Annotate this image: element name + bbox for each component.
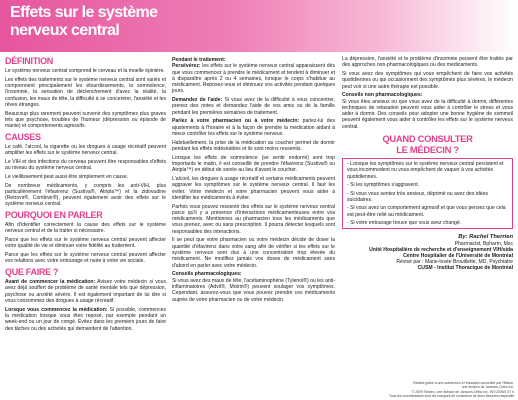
- commencez-lead: Lorsque vous commencez la médication:: [5, 306, 108, 313]
- aide-lead: Demandez de l'aide:: [172, 97, 223, 104]
- footer-line: Tous les commentaires sont les marques de commerce de leurs titulaires respectifs: [389, 393, 514, 398]
- causes-heading: CAUSES: [5, 131, 41, 142]
- reviewer-unit: CUSM - Institut Thoracique de Montréal: [417, 265, 513, 272]
- commencez-text: Si possible, commencez la médication lorsque vous êtes reposé, par exemple pendant un week-end ou un jour de congé. Évitez dans les premiers jours de faire des tâches ou des activités qui demandent de l'attention.: [5, 306, 167, 332]
- footer-line: Réalisé grâce à une subvention à l'éducation accordée par l'Bistoe,: [413, 381, 514, 386]
- consult-tip: - Lorsque les symptômes sur le système nerveux central persistent et vous incommodent ou vous empêchent de vaquer à vos activités quotidiennes.: [347, 161, 504, 180]
- page-title-line2: nerveux central: [10, 22, 120, 39]
- treatment-paragraph: Si vous avez des maux de tête, l'acétaminophène (Tylenol®) ou les anti-inflammatoires (Advil®, Motrin®) peuvent soulager vos symptômes. Cependant, assurez-vous que vous pouvez prendre ces médicaments auprès de votre pharmacien ou de votre médecin.: [172, 277, 336, 303]
- avant-text: Avisez votre médecin si vous avez déjà souffert de problème de santé mentale tels que dépression, psychose ou anxiété sévère. Il est également important de lui dire si vous consommez des drogues à usage récréatif.: [5, 279, 166, 304]
- causes-paragraph: De nombreux médicaments, y compris les anti-VIH, plus particulièrement l'éfavirenz (Sustiva®, Atripla™) et la zidovudine (Retrovir®, Combivir®), peuvent également avoir des effets sur le système nerveux central.: [5, 182, 166, 208]
- conseils-pharma-heading: Conseils pharmacologiques:: [172, 271, 242, 278]
- causes-paragraph: Le café, l'alcool, la cigarette ou les drogues à usage récréatif peuvent amplifier les effets sur le système nerveux central.: [5, 143, 166, 157]
- treatment-paragraph: Si vous êtes anxieux ou que vous avez de la difficulté à dormir, différentes techniques de relaxation peuvent vous aider à contrôler le stress et vous aider à dormir. Des conseils pour adopter une bonne hygiène de sommeil peuvent également vous aider à contrôler les effets sur le système nerveux central.: [342, 98, 513, 130]
- page-title: [10, 4, 157, 40]
- quand-heading-line1: QUAND CONSULTER: [382, 133, 473, 145]
- quand-heading-line2: LE MÉDECIN ?: [396, 143, 459, 155]
- causes-paragraph: Le VIH et des infections du cerveau peuvent être responsables d'effets au niveau du système nerveux central.: [5, 158, 166, 172]
- definition-paragraph: Les effets des traitements sur le système nerveux central sont variés et comprennent principalement les étourdissements, la somnolence, l'insomnie, la sensation de déclenchement d'avec la réalité, la confusion, les maux de tête, la difficulté à se concentrer, l'anxiété et les rêves étranges.: [5, 76, 166, 108]
- footer-line: une division de Janssen-Ortho Inc.: [461, 385, 514, 390]
- que-faire-heading: QUE FAIRE ?: [5, 267, 59, 278]
- perseverez-text: les effets sur le système nerveux central apparaissent dès que vous commencez à prendre le médicament et tendent à diminuer et à disparaître après 2 ou 4 semaines, lorsque le corps s'habitue au médicament. Reposez-vous et diminuez vos activités pendant quelques jours.: [172, 63, 335, 95]
- column-right: [342, 56, 513, 272]
- treatment-paragraph: Habituellement, la prise de la médication au coucher permet de dormir pendant les effets indésirables et ils sont moins ressentis.: [172, 139, 335, 153]
- treatment-paragraph: Parfois vous pouvez ressentir des effets sur le système nerveux central parce qu'il y a présence d'interactions médicamenteuses entre vos médicaments. Mentionnez au pharmacien tous les médicaments que vous prenez, avec ou sans prescription. Il pourra détecter lesquels sont responsables des interactions.: [172, 203, 335, 235]
- pourquoi-paragraph: Parce que les effets sur le système nerveux central peuvent affecter votre qualité de vie et diminuer votre fidélité au traitement.: [5, 237, 166, 250]
- que-faire-paragraph: [5, 279, 166, 304]
- consult-tip: - Si vous avez un comportement agressif et que vous pensez que cela est peut-être relié au médicament.: [347, 205, 506, 218]
- treatment-paragraph: [172, 97, 335, 116]
- treatment-paragraph: [172, 63, 335, 94]
- perseverez-lead: Persévérez:: [172, 63, 201, 70]
- definition-paragraph: Beaucoup plus rarement peuvent survenir des symptômes plus graves tels que psychose, troubles de l'humeur (dépression ou épisode de manie) et comportements agressifs.: [5, 110, 166, 130]
- footer-credits: [314, 381, 514, 398]
- quand-consulter-heading: [342, 134, 513, 155]
- footer-line: © 2009 Tibotec, une division de Janssen-Ortho Inc. INT/2009/1 07 n: [411, 389, 514, 394]
- page-title-line1: Effets sur le système: [10, 4, 158, 21]
- aide-text: Si vous avez de la difficulté à vous concentrer, prenez des notes et demandez l'aide de vos amis ou de la famille pendant les premières semaines de traitement.: [172, 97, 335, 116]
- author-credits: [342, 234, 513, 271]
- treatment-paragraph: Il se peut que votre pharmacien ou votre médecin décide de doser la quantité d'éfavirenz dans votre sang afin de vérifier si les effets sur le système nerveux sont dus à une concentration trop élevée du médicament. Ne modifiez jamais vos doses de médicament sans d'abord en parler avec votre médecin.: [172, 237, 335, 269]
- definition-heading: DÉFINITION: [5, 56, 53, 66]
- causes-paragraph: Le vieillissement peut aussi être simplement en cause.: [5, 173, 129, 180]
- treatment-paragraph: Si vous avez des symptômes qui vous empêchent de faire vos activités quotidiennes ou qui occasionnent des symptômes plus sévères, le médecin peut voir si une autre thérapie est possible.: [342, 70, 513, 90]
- parlez-lead: Parlez à votre pharmacien ou à votre médecin:: [172, 118, 300, 125]
- parlez-text: parlez-lui des ajustements à l'horaire et à la façon de prendre la médication aidant à mieux contrôler les effets sur le système nerveux.: [172, 118, 336, 138]
- author-name: By: Rachel Therrien: [458, 234, 513, 241]
- header-banner: [0, 0, 518, 52]
- author-role: Pharmacist, Bpharm, Msc: [454, 240, 513, 247]
- pendant-traitement-heading: Pendant le traitement:: [172, 57, 226, 63]
- treatment-paragraph: La dépression, l'anxiété et le problème d'insomnie peuvent être traités par des approches non-pharmacologiques ou des médicaments.: [342, 56, 513, 69]
- pourquoi-paragraph: Afin d'identifier correctement la cause des effets sur le système nerveux central et de la traiter si nécessaire.: [5, 222, 166, 235]
- consult-tip: - Si vous vous sentez très anxieux, déprimé ou avez des idées suicidaires.: [347, 190, 489, 203]
- definition-paragraph: Le système nerveux central comprend le cerveau et la moelle épinière.: [5, 68, 165, 74]
- conseils-nonpharma-heading: Conseils non pharmacologiques:: [342, 92, 423, 99]
- que-faire-paragraph: [5, 307, 166, 332]
- column-left: [5, 56, 166, 334]
- reviewer: Révisé par : Marie-losée Brouillette, MD, Psychiatre: [396, 259, 513, 266]
- consult-tips-box: [342, 158, 513, 229]
- author-unit: Unité Hospitalière de recherche et d'enseignement VIH/sida: [369, 246, 513, 253]
- author-unit: Centre Hospitalier de l'Université de Montréal: [403, 253, 513, 260]
- pourquoi-paragraph: Parce que les effets sur le système nerveux central peuvent affecter vos relations avec votre entourage et nuire à votre vie sociale.: [5, 252, 166, 265]
- treatment-paragraph: Lorsque les effets de somnolence (se sentir endormi) sont trop importants le matin, il est conseillé de prendre l'éfavirenz (Sustiva® ou Atripla™) en début de soirée au lieu d'avant le coucher.: [172, 154, 335, 174]
- treatment-paragraph: L'alcool, les drogues à usage récréatif et certains médicaments peuvent aggraver les symptômes sur le système nerveux central. Il faut les éviter. Votre médecin et votre pharmacien peuvent vous aider à identifier les médicaments à éviter.: [172, 176, 335, 201]
- treatment-paragraph: [172, 118, 335, 137]
- consult-tip: - Si votre entourage trouve que vous avez changé.: [347, 220, 462, 227]
- column-middle: [172, 56, 335, 305]
- pourquoi-heading: POURQUOI EN PARLER: [5, 210, 103, 221]
- consult-tip: - Si les symptômes s'aggravent.: [347, 182, 420, 189]
- avant-lead: Avant de commencer la médication:: [5, 279, 96, 286]
